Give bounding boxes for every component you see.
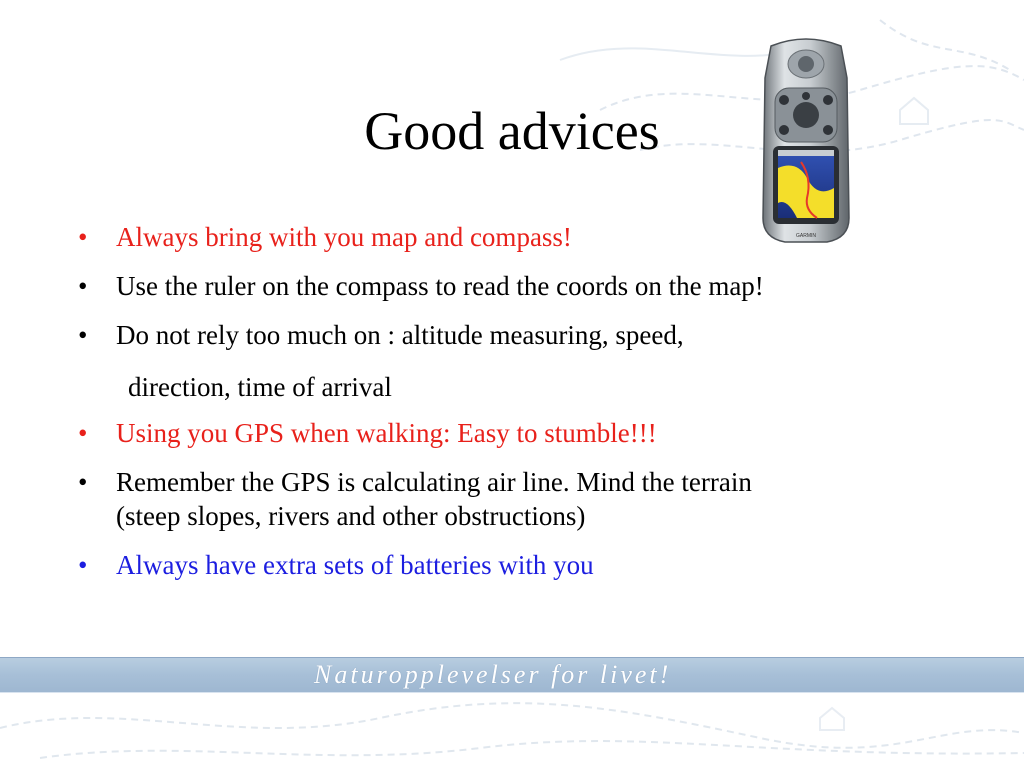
gps-brand-label: GARMIN xyxy=(796,233,816,239)
bullet-text: Use the ruler on the compass to read the coords on the map! xyxy=(116,271,764,301)
bullet-item xyxy=(72,220,972,254)
decorative-trail-lines-bottom xyxy=(0,688,1024,768)
bullet-item xyxy=(72,548,972,582)
footer-banner xyxy=(0,657,1024,693)
bullet-continuation-text: (steep slopes, rivers and other obstructions) xyxy=(116,501,586,531)
bullet-text: Using you GPS when walking: Easy to stumble!!! xyxy=(116,418,657,448)
bullet-symbol: • xyxy=(78,320,88,350)
bullet-item xyxy=(72,318,972,352)
bullet-list xyxy=(72,220,972,597)
bullet-item xyxy=(72,416,972,450)
bullet-symbol: • xyxy=(78,467,88,497)
gps-device-image xyxy=(757,38,855,244)
bullet-text: Always bring with you map and compass! xyxy=(116,222,572,252)
bullet-symbol: • xyxy=(78,271,88,301)
bullet-symbol: • xyxy=(78,222,88,252)
bullet-item xyxy=(72,465,972,533)
bullet-continuation-text: direction, time of arrival xyxy=(128,372,392,402)
footer-banner-text: Naturopplevelser for livet! xyxy=(314,660,672,689)
bullet-text: Always have extra sets of batteries with you xyxy=(116,550,594,580)
bullet-item xyxy=(72,269,972,303)
bullet-symbol: • xyxy=(78,418,88,448)
bullet-text: Remember the GPS is calculating air line. Mind the terrain xyxy=(116,467,752,497)
bullet-text: Do not rely too much on : altitude measuring, speed, xyxy=(116,320,684,350)
bullet-symbol: • xyxy=(78,550,88,580)
slide-title: Good advices xyxy=(364,101,660,161)
